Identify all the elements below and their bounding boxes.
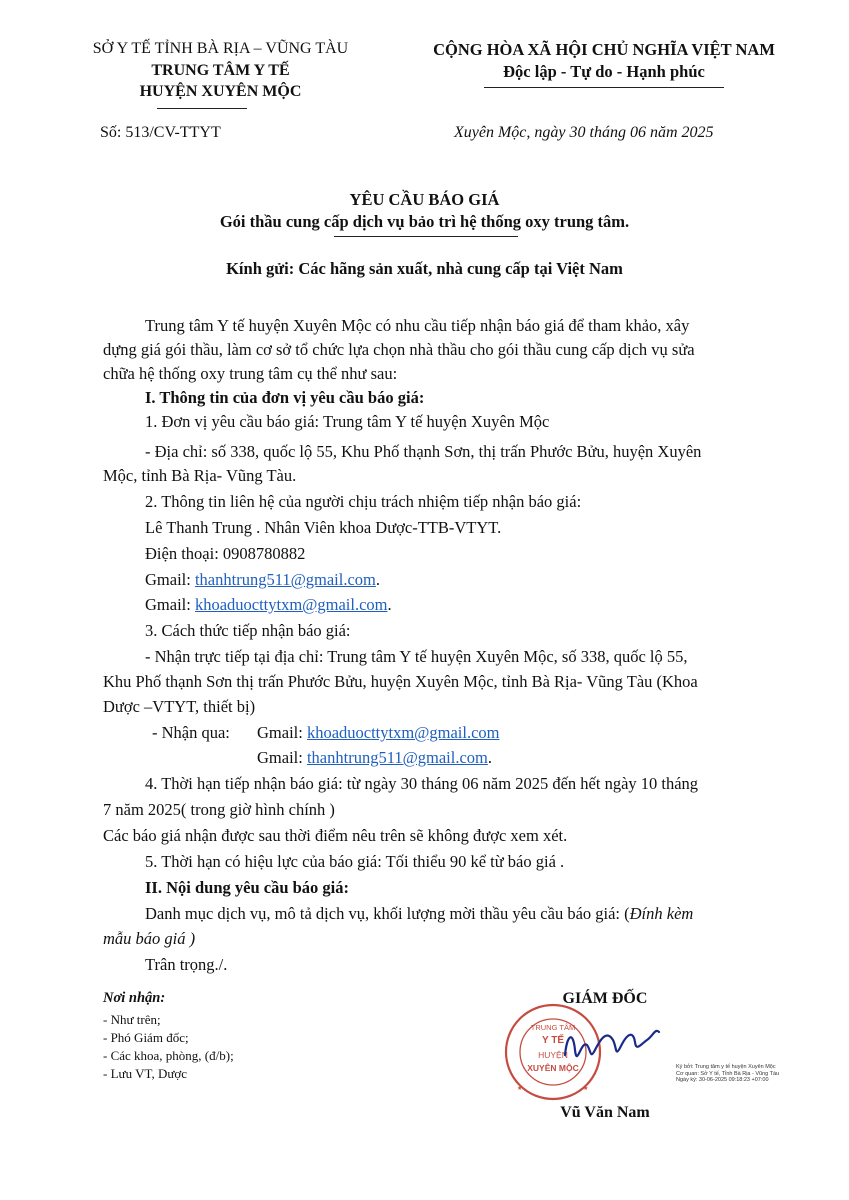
document-subtitle: Gói thầu cung cấp dịch vụ bảo trì hệ thống oxy trung tâm. <box>219 212 630 231</box>
handwritten-signature <box>565 1031 659 1056</box>
nation-title: CỘNG HÒA XÃ HỘI CHỦ NGHĨA VIỆT NAM <box>433 40 775 59</box>
address-line-1: - Địa chỉ: số 338, quốc lộ 55, Khu Phố thạnh Sơn, thị trấn Phước Bửu, huyện Xuyên <box>145 442 702 461</box>
svg-text:★: ★ <box>583 1086 589 1092</box>
subtitle-underline <box>334 236 518 237</box>
document-number: Số: 513/CV-TTYT <box>100 124 221 141</box>
item-4-line-1: 4. Thời hạn tiếp nhận báo giá: từ ngày 30 tháng 06 năm 2025 đến hết ngày 10 tháng <box>145 774 699 793</box>
direct-line-3: Dược –VTYT, thiết bị) <box>103 697 256 716</box>
recipients-title: Nơi nhận: <box>103 990 166 1006</box>
closing: Trân trọng./. <box>145 955 228 974</box>
recipient-item: - Lưu VT, Dược <box>103 1066 188 1081</box>
direct-line-2: Khu Phố thạnh Sơn thị trấn Phước Bửu, huyện Xuyên Mộc, tỉnh Bà Rịa- Vũng Tàu (Khoa <box>103 672 698 691</box>
signer-name: Vũ Văn Nam <box>560 1104 650 1121</box>
item-1: 1. Đơn vị yêu cầu báo giá: Trung tâm Y tế huyện Xuyên Mộc <box>145 412 550 431</box>
document-title: YÊU CẦU BÁO GIÁ <box>349 190 500 209</box>
email-link-khoaduoc-2[interactable]: khoaduocttytxm@gmail.com <box>306 723 500 742</box>
recipient-item: - Như trên; <box>103 1012 161 1027</box>
stamp-text: Y TẾ <box>541 1035 565 1046</box>
stamp-signature-graphic <box>495 1000 685 1105</box>
official-stamp <box>506 1005 600 1099</box>
via-label: - Nhận qua: <box>152 723 230 742</box>
item-5: 5. Thời hạn có hiệu lực của báo giá: Tối thiểu 90 kể từ báo giá . <box>145 852 565 871</box>
stamp-text: TRUNG TÂM <box>530 1023 576 1032</box>
intro-line-2: dựng giá gói thầu, làm cơ sở tổ chức lựa chọn nhà thầu cho gói thầu cung cấp dịch vụ sửa <box>103 340 695 359</box>
center-name-line2: HUYỆN XUYÊN MỘC <box>139 83 302 100</box>
signer-title: GIÁM ĐỐC <box>562 990 648 1007</box>
gmail-label: Gmail: <box>145 570 195 589</box>
section-2-heading: II. Nội dung yêu cầu báo giá: <box>145 878 350 897</box>
email-link-thanhtrung[interactable]: thanhtrung511@gmail.com <box>194 570 376 589</box>
recipient-item: - Phó Giám đốc; <box>103 1030 189 1045</box>
gmail-label: Gmail: <box>257 723 307 742</box>
department-name: SỞ Y TẾ TỈNH BÀ RỊA – VŨNG TÀU <box>92 40 349 57</box>
item-2: 2. Thông tin liên hệ của người chịu trách nhiệm tiếp nhận báo giá: <box>145 492 582 511</box>
late-note: Các báo giá nhận được sau thời điểm nêu trên sẽ không được xem xét. <box>103 826 568 845</box>
stamp-text: HUYỆN <box>538 1050 568 1060</box>
section-1-heading: I. Thông tin của đơn vị yêu cầu báo giá: <box>145 388 425 407</box>
via-gmail-row-2: Gmail: thanhtrung511@gmail.com. <box>257 748 493 767</box>
svg-text:★: ★ <box>517 1086 523 1092</box>
stamp-text: XUYÊN MỘC <box>527 1063 579 1073</box>
contact-phone: Điện thoại: 0908780882 <box>145 544 306 563</box>
place-date: Xuyên Mộc, ngày 30 tháng 06 năm 2025 <box>454 124 714 141</box>
item-4-line-2: 7 năm 2025( trong giờ hình chính ) <box>103 800 335 819</box>
recipient-item: - Các khoa, phòng, (đ/b); <box>103 1048 234 1063</box>
email-link-khoaduoc[interactable]: khoaduocttytxm@gmail.com <box>194 595 388 614</box>
list-line-2: mẫu báo giá ) <box>103 929 196 948</box>
intro-line-1: Trung tâm Y tế huyện Xuyên Mộc có nhu cầu tiếp nhận báo giá để tham khảo, xây <box>145 316 690 335</box>
gmail-row-1: Gmail: thanhtrung511@gmail.com. <box>145 570 381 589</box>
digital-signature-meta: Ký bởi: Trung tâm y tế huyện Xuyên Mộc Cơ quan: Sở Y tế, Tỉnh Bà Rịa - Vũng Tàu Ngày ký: 30-06-2025 09:18:23 +07:00 <box>676 1064 780 1083</box>
gmail-label: Gmail: <box>145 595 195 614</box>
via-gmail-row-1 <box>257 721 500 745</box>
list-line-1: Danh mục dịch vụ, mô tả dịch vụ, khối lượng mời thầu yêu cầu báo giá: (Đính kèm <box>145 904 694 923</box>
motto-underline <box>484 87 724 88</box>
gmail-label: Gmail: <box>257 748 307 767</box>
item-3: 3. Cách thức tiếp nhận báo giá: <box>145 621 351 640</box>
header-left-underline <box>157 108 247 109</box>
email-link-thanhtrung-2[interactable]: thanhtrung511@gmail.com <box>306 748 488 767</box>
contact-name: Lê Thanh Trung . Nhân Viên khoa Dược-TTB-VTYT. <box>145 518 502 537</box>
gmail-row-2: Gmail: khoaduocttytxm@gmail.com. <box>145 595 392 614</box>
direct-line-1: - Nhận trực tiếp tại địa chỉ: Trung tâm Y tế huyện Xuyên Mộc, số 338, quốc lộ 55, <box>145 647 688 666</box>
intro-line-3: chữa hệ thống oxy trung tâm cụ thể như sau: <box>103 364 398 383</box>
center-name-line1: TRUNG TÂM Y TẾ <box>151 62 290 79</box>
recipient-line: Kính gửi: Các hãng sản xuất, nhà cung cấp tại Việt Nam <box>226 259 623 278</box>
motto: Độc lập - Tự do - Hạnh phúc <box>503 62 705 81</box>
address-line-2: Mộc, tỉnh Bà Rịa- Vũng Tàu. <box>103 466 297 485</box>
